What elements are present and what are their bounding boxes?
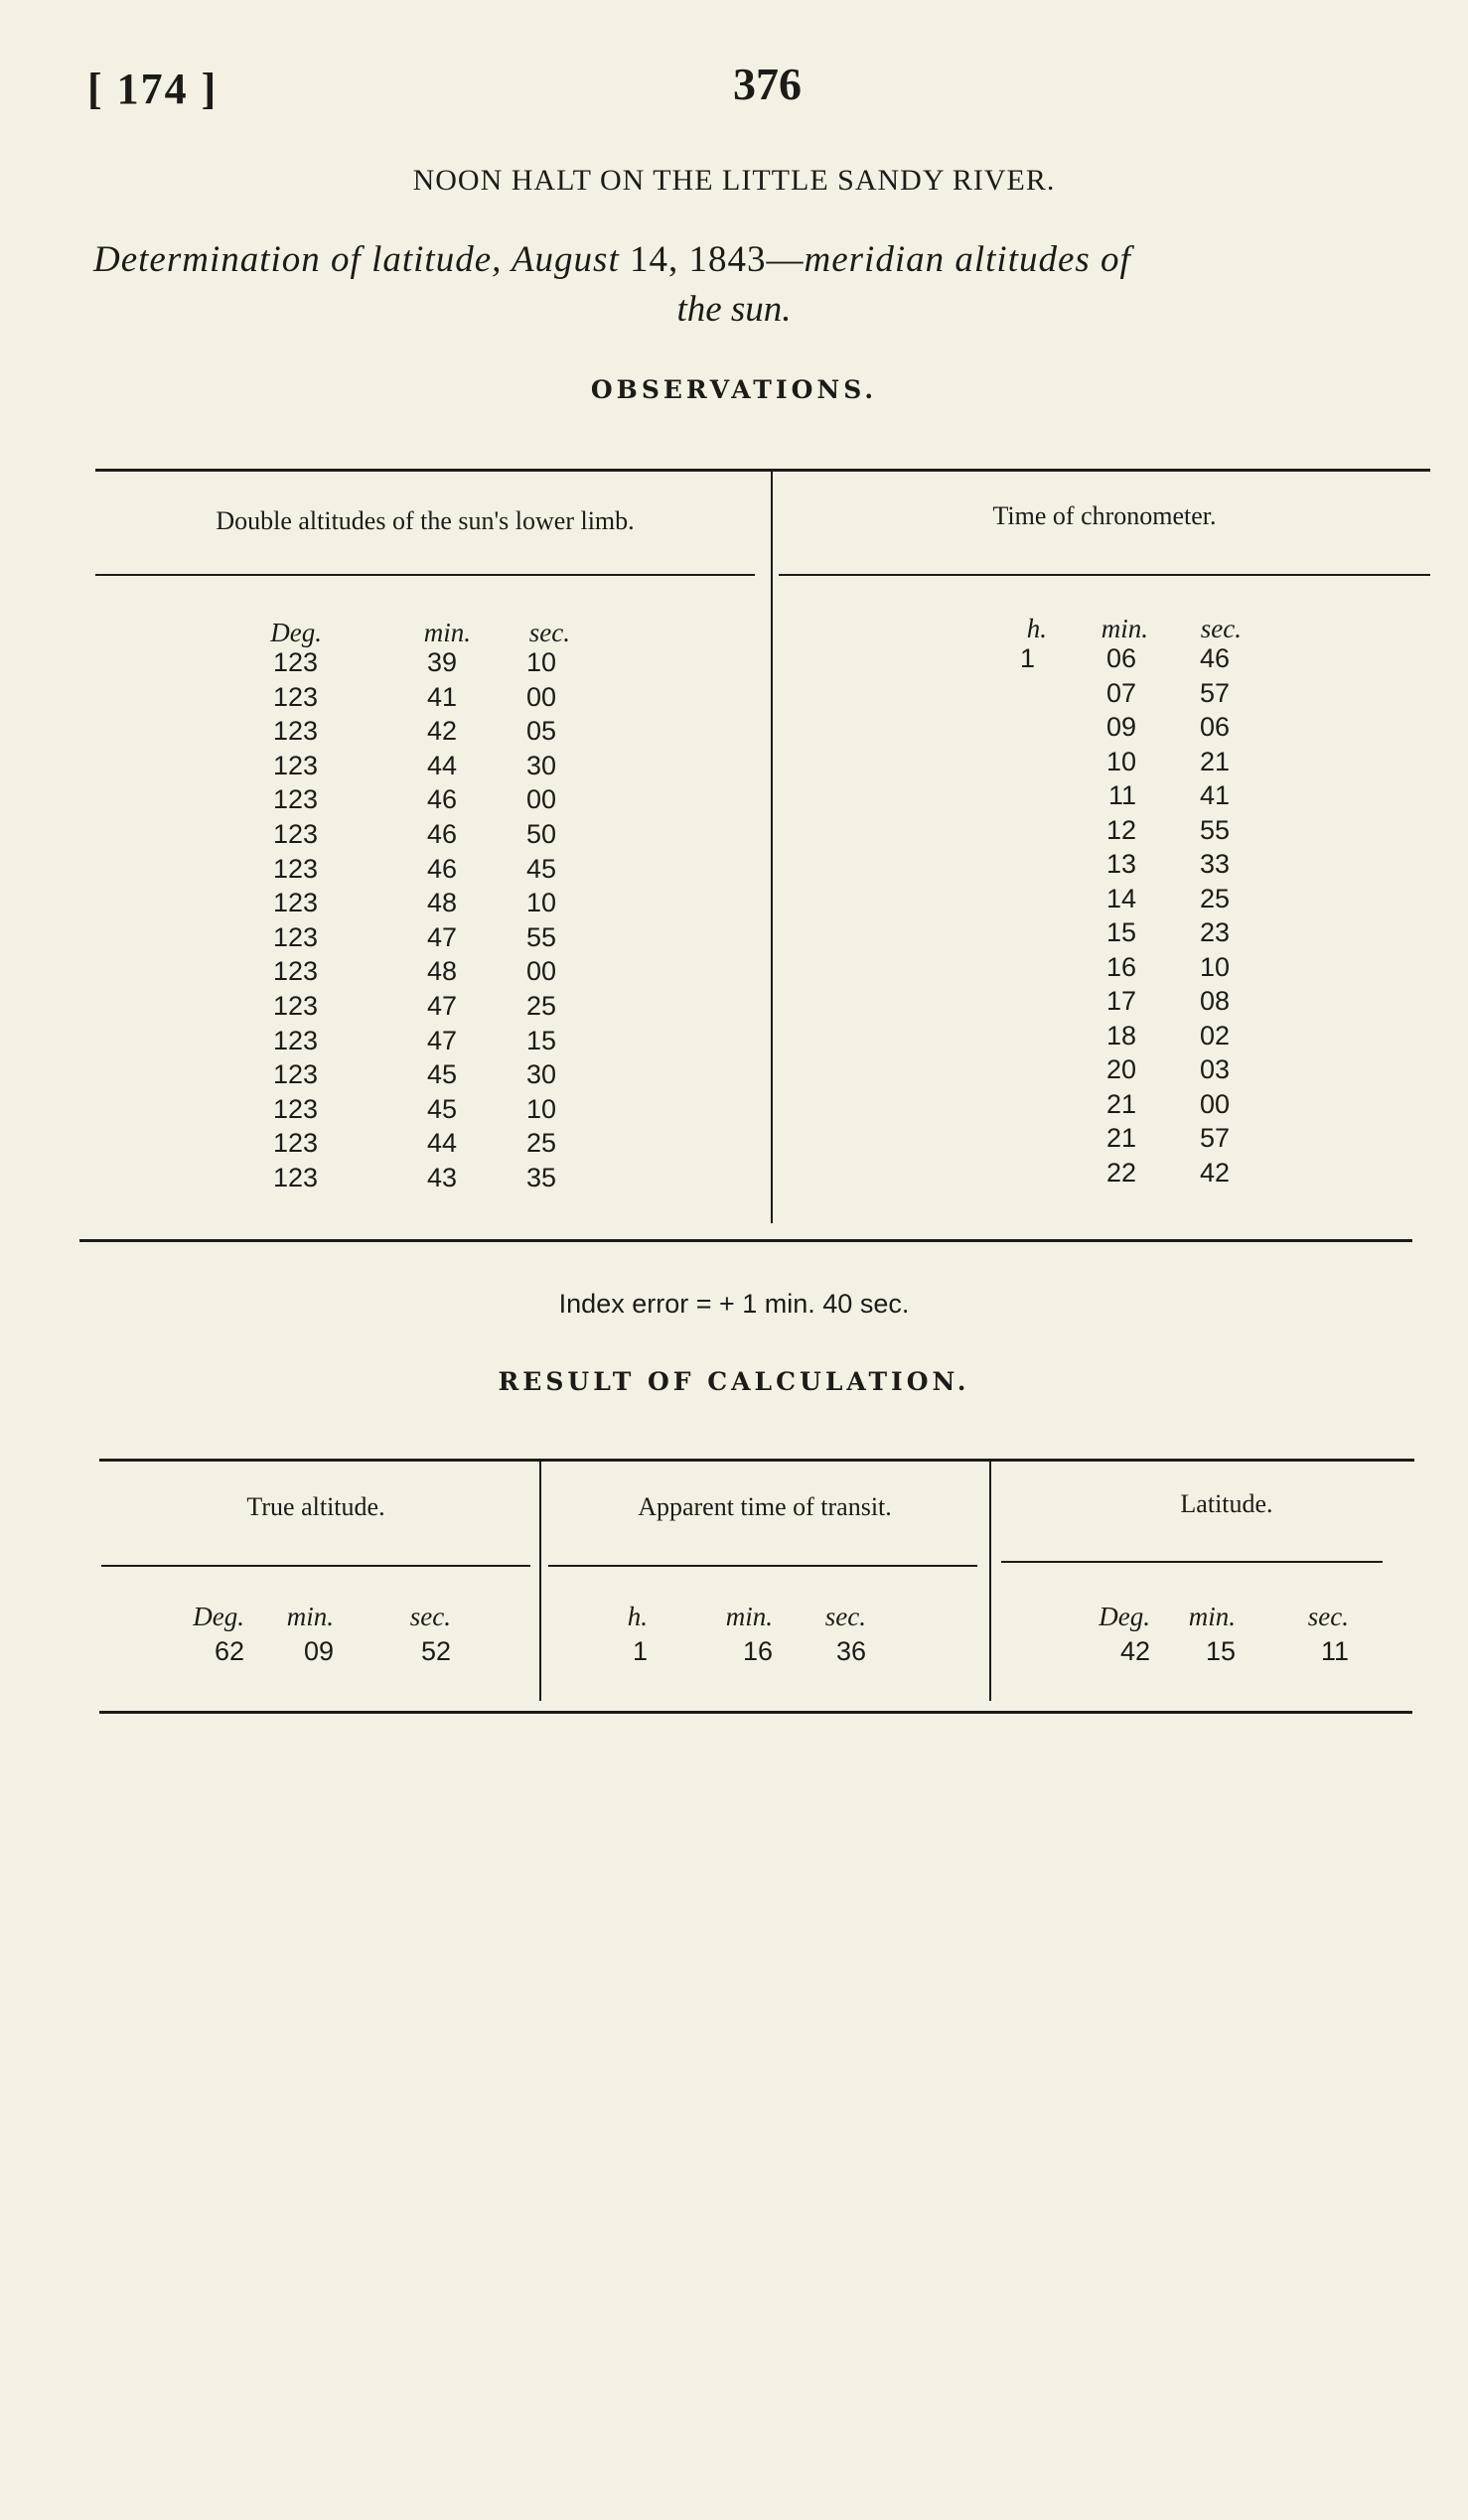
altitude-cell: 30 [525,750,556,780]
altitude-cell: 39 [426,647,457,677]
altitude-cell: 25 [525,991,556,1021]
altitude-cell: 123 [272,956,318,987]
altitude-cell: 123 [272,716,318,747]
altitude-cell: 123 [272,921,318,952]
altitude-unit-label: sec. [528,618,570,647]
time-cell: 03 [1199,1054,1230,1084]
altitude-cell: 00 [525,956,556,987]
altitude-cell: 45 [525,853,556,884]
true-altitude-unit-label: min. [286,1602,334,1631]
result-bottom-rule [99,1711,1412,1714]
altitude-cell: 10 [525,647,556,677]
altitude-cell: 123 [272,681,318,712]
altitude-cell: 123 [272,1163,318,1192]
altitude-cell: 42 [426,716,457,747]
time-cell: 17 [1105,986,1136,1016]
time-cell: 10 [1105,746,1136,776]
latitude-value: 42 [1119,1636,1150,1666]
time-cell: 22 [1105,1157,1136,1188]
altitude-cell: 43 [426,1163,457,1192]
time-cell: 33 [1199,849,1230,879]
altitude-cell: 30 [525,1059,556,1090]
observations-bottom-rule [79,1239,1412,1242]
altitude-cell: 10 [525,888,556,918]
result-divider-1 [539,1459,541,1701]
observations-column-divider [771,469,773,1223]
altitude-cell: 123 [272,1128,318,1159]
altitude-cell: 05 [525,716,556,747]
result-header-rule-2 [548,1565,977,1567]
altitude-unit-label: min. [423,618,471,647]
caption-part-2: 14, 1843— [619,239,805,280]
time-unit-label: h. [1026,614,1047,643]
time-cell: 12 [1105,814,1136,845]
true-altitude-value: 09 [303,1636,334,1666]
time-cell: 57 [1199,1123,1230,1153]
time-cell: 18 [1105,1020,1136,1050]
altitude-cell: 46 [426,853,457,884]
true-altitude-unit-label: Deg. [193,1602,244,1631]
altitude-cell: 48 [426,956,457,987]
altitude-cell: 123 [272,1025,318,1055]
altitude-cell: 46 [426,819,457,849]
time-cell: 1 [1019,643,1035,673]
time-cell: 10 [1199,951,1230,982]
altitude-cell: 45 [426,1059,457,1090]
transit-time-unit-label: h. [627,1602,648,1631]
altitude-cell: 41 [426,681,457,712]
altitude-cell: 123 [272,647,318,677]
altitude-cell: 45 [426,1093,457,1124]
transit-time-value: 1 [632,1636,648,1666]
altitude-cell: 10 [525,1093,556,1124]
altitude-cell: 123 [272,853,318,884]
time-unit-label: sec. [1200,614,1242,643]
latitude-unit-label: sec. [1307,1602,1349,1631]
running-title: NOON HALT ON THE LITTLE SANDY RIVER. [412,164,1056,197]
altitude-cell: 00 [525,784,556,815]
altitude-cell: 47 [426,991,457,1021]
time-cell: 25 [1199,883,1230,913]
time-cell: 14 [1105,883,1136,913]
result-header-rule-3 [1001,1561,1383,1563]
observations-heading: OBSERVATIONS. [590,375,878,404]
time-cell: 57 [1199,677,1230,708]
time-cell: 00 [1199,1088,1230,1119]
time-cell: 06 [1105,643,1136,673]
time-cell: 09 [1105,712,1136,742]
time-cell: 23 [1199,917,1230,947]
altitude-cell: 123 [272,784,318,815]
altitude-cell: 25 [525,1128,556,1159]
true-altitude-header: True altitude. [246,1492,385,1521]
altitude-unit-label: Deg. [270,618,322,647]
altitude-cell: 44 [426,1128,457,1159]
transit-time-value: 16 [742,1636,773,1666]
altitude-cell: 00 [525,681,556,712]
bracket-page-number: [ 174 ] [87,65,219,113]
time-cell: 02 [1199,1020,1230,1050]
time-cell: 41 [1199,780,1230,810]
result-divider-2 [989,1459,991,1701]
true-altitude-value: 62 [214,1636,244,1666]
altitudes-column-header: Double altitudes of the sun's lower limb. [216,506,635,535]
table-caption-line-2: the sun. [676,289,792,330]
table-caption [93,238,1131,281]
altitude-cell: 123 [272,1093,318,1124]
time-cell: 16 [1105,951,1136,982]
latitude-unit-label: Deg. [1099,1602,1150,1631]
latitude-value: 11 [1320,1636,1349,1666]
transit-time-unit-label: sec. [824,1602,866,1631]
page-number: 376 [733,59,802,109]
altitude-cell: 123 [272,750,318,780]
time-cell: 08 [1199,986,1230,1016]
altitude-cell: 47 [426,1025,457,1055]
time-cell: 07 [1105,677,1136,708]
result-header-rule-1 [101,1565,530,1567]
time-cell: 13 [1105,849,1136,879]
altitude-cell: 35 [525,1163,556,1192]
chronometer-column-header: Time of chronometer. [992,501,1217,530]
altitude-cell: 47 [426,921,457,952]
true-altitude-value: 52 [420,1636,451,1666]
observations-header-rule-left [95,574,755,576]
time-cell: 15 [1105,917,1136,947]
index-error-note: Index error = + 1 min. 40 sec. [558,1289,910,1319]
time-cell: 11 [1107,780,1136,810]
altitude-cell: 15 [525,1025,556,1055]
altitude-cell: 123 [272,819,318,849]
time-cell: 21 [1105,1123,1136,1153]
observations-header-rule-right [779,574,1430,576]
altitude-cell: 123 [272,991,318,1021]
altitude-cell: 46 [426,784,457,815]
observations-top-rule [95,469,1430,472]
time-cell: 06 [1199,712,1230,742]
latitude-unit-label: min. [1188,1602,1236,1631]
latitude-header: Latitude. [1180,1489,1273,1518]
time-cell: 21 [1199,746,1230,776]
altitude-cell: 123 [272,888,318,918]
caption-part-1: Determination of latitude, August [93,239,620,280]
caption-part-3: meridian altitudes of [804,239,1131,280]
time-cell: 55 [1199,814,1230,845]
altitude-cell: 55 [525,921,556,952]
time-cell: 21 [1105,1088,1136,1119]
true-altitude-unit-label: sec. [409,1602,451,1631]
time-cell: 20 [1105,1054,1136,1084]
altitude-cell: 44 [426,750,457,780]
time-cell: 46 [1199,643,1230,673]
time-cell: 42 [1199,1157,1230,1188]
altitude-cell: 123 [272,1059,318,1090]
transit-time-header: Apparent time of transit. [638,1492,892,1521]
time-unit-label: min. [1101,614,1148,643]
altitude-cell: 48 [426,888,457,918]
result-heading: RESULT OF CALCULATION. [498,1367,970,1396]
transit-time-value: 36 [835,1636,866,1666]
altitude-cell: 50 [525,819,556,849]
result-top-rule [99,1459,1414,1462]
transit-time-unit-label: min. [725,1602,773,1631]
latitude-value: 15 [1205,1636,1236,1666]
